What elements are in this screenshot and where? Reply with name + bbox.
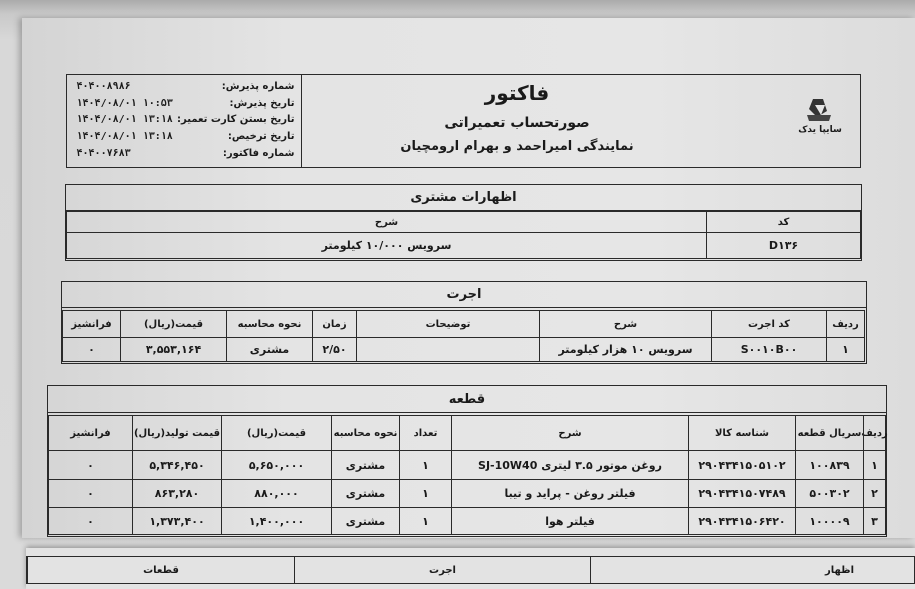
customer-desc-header: شرح: [66, 211, 707, 233]
labor-cell: [356, 337, 540, 362]
header-box: [66, 74, 861, 168]
summary-sheet: [26, 548, 915, 589]
labor-col-row: ردیف: [826, 310, 865, 338]
parts-cell: مشتری: [331, 450, 400, 480]
labor-col-time: زمان: [312, 310, 357, 338]
info-label: شماره پذیرش:: [221, 80, 295, 92]
parts-col-calc: نحوه محاسبه: [331, 415, 400, 451]
labor-col-code: کد اجرت: [711, 310, 827, 338]
labor-col-price: قیمت(ریال): [120, 310, 227, 338]
parts-col-desc: شرح: [451, 415, 689, 451]
parts-col-serial: سریال قطعه: [795, 415, 864, 451]
parts-cell: مشتری: [331, 479, 400, 508]
parts-cell: ۵,۳۴۶,۴۵۰: [132, 450, 222, 480]
summary-col-statement: اظهار: [590, 556, 915, 584]
parts-col-sku: شناسه کالا: [688, 415, 796, 451]
parts-cell: ۸۸۰,۰۰۰: [221, 479, 332, 508]
labor-cell: ۰: [62, 337, 121, 362]
info-label: تاریخ ترخیص:: [227, 130, 295, 142]
parts-cell: ۲: [863, 479, 886, 508]
parts-cell: ۱: [863, 450, 886, 480]
parts-section: [47, 385, 887, 537]
parts-cell: ۰: [48, 507, 133, 535]
info-value: ۴۰۴۰۰۷۶۸۳: [76, 147, 131, 159]
parts-cell: فیلتر روغن - پراید و تیبا: [451, 479, 689, 508]
labor-cell: ۱: [826, 337, 865, 362]
logo: [785, 95, 855, 153]
labor-section: [61, 281, 867, 364]
customer-code: D۱۳۶: [706, 232, 861, 259]
invoice-subtitle: صورتحساب تعمیراتی: [444, 115, 590, 131]
summary-col-labor: اجرت: [294, 556, 591, 584]
customer-title: اظهارات مشتری: [66, 185, 861, 211]
summary-col-parts: قطعات: [27, 556, 295, 584]
labor-cell: ۳,۵۵۳,۱۶۴: [120, 337, 227, 362]
parts-cell: ۳: [863, 507, 886, 535]
parts-cell: فیلتر هوا: [451, 507, 689, 535]
parts-cell: ۸۶۳,۲۸۰: [132, 479, 222, 508]
info-value: ۱۴۰۴/۰۸/۰۱ ۱۰:۵۳: [76, 97, 173, 109]
parts-cell: ۱۰۰۰۰۹: [795, 507, 864, 535]
parts-cell: ۲۹۰۴۳۴۱۵۰۶۴۲۰: [688, 507, 796, 535]
parts-cell: ۱: [399, 479, 452, 508]
parts-col-prodprice: قیمت تولید(ریال): [132, 415, 222, 451]
parts-cell: ۱۰۰۸۳۹: [795, 450, 864, 480]
labor-cell: سرویس ۱۰ هزار کیلومتر: [539, 337, 712, 362]
info-label: تاریخ بستن کارت تعمیر:: [177, 113, 295, 125]
parts-cell: ۱: [399, 450, 452, 480]
dealer-name: نمایندگی امیراحمد و بهرام ارومچیان: [400, 139, 634, 154]
invoice-title: فاکتور: [484, 81, 550, 105]
parts-col-franchise: فرانشیز: [48, 415, 133, 451]
labor-cell: ۲/۵۰: [312, 337, 357, 362]
parts-cell: ۰: [48, 450, 133, 480]
parts-col-row: ردیف: [863, 415, 886, 451]
info-label: شماره فاکتور:: [222, 147, 295, 159]
info-value: ۱۴۰۴/۰۸/۰۱ ۱۳:۱۸: [76, 113, 173, 125]
info-value: ۱۴۰۴/۰۸/۰۱ ۱۳:۱۸: [76, 130, 173, 142]
info-value: ۴۰۴۰۰۸۹۸۶: [76, 80, 131, 92]
parts-title: قطعه: [48, 386, 886, 413]
labor-cell: مشتری: [226, 337, 313, 362]
labor-col-notes: توضیحات: [356, 310, 540, 338]
summary-table: [26, 556, 915, 584]
customer-section: [65, 184, 862, 261]
customer-desc: سرویس ۱۰/۰۰۰ کیلومتر: [66, 232, 707, 259]
parts-cell: ۲۹۰۴۳۴۱۵۰۷۴۸۹: [688, 479, 796, 508]
parts-cell: روغن موتور ۳.۵ لیتری SJ-10W40: [451, 450, 689, 480]
parts-cell: ۱,۴۰۰,۰۰۰: [221, 507, 332, 535]
logo-text: سایپا یدک: [798, 125, 842, 135]
parts-cell: ۲۹۰۴۳۴۱۵۰۵۱۰۲: [688, 450, 796, 480]
customer-code-header: کد: [706, 211, 861, 233]
parts-col-qty: تعداد: [399, 415, 452, 451]
parts-cell: ۰: [48, 479, 133, 508]
labor-col-calc: نحوه محاسبه: [226, 310, 313, 338]
parts-cell: ۵,۶۵۰,۰۰۰: [221, 450, 332, 480]
parts-cell: مشتری: [331, 507, 400, 535]
invoice-sheet: [22, 18, 915, 538]
labor-title: اجرت: [62, 282, 866, 308]
parts-col-price: قیمت(ریال): [221, 415, 332, 451]
info-block: [66, 74, 302, 168]
info-label: تاریخ پذیرش:: [229, 97, 295, 109]
parts-cell: ۱,۳۷۳,۴۰۰: [132, 507, 222, 535]
labor-cell: S۰۰۱۰B۰۰: [711, 337, 827, 362]
labor-col-desc: شرح: [539, 310, 712, 338]
parts-cell: ۵۰۰۳۰۲: [795, 479, 864, 508]
parts-cell: ۱: [399, 507, 452, 535]
labor-col-franchise: فرانشیز: [62, 310, 121, 338]
